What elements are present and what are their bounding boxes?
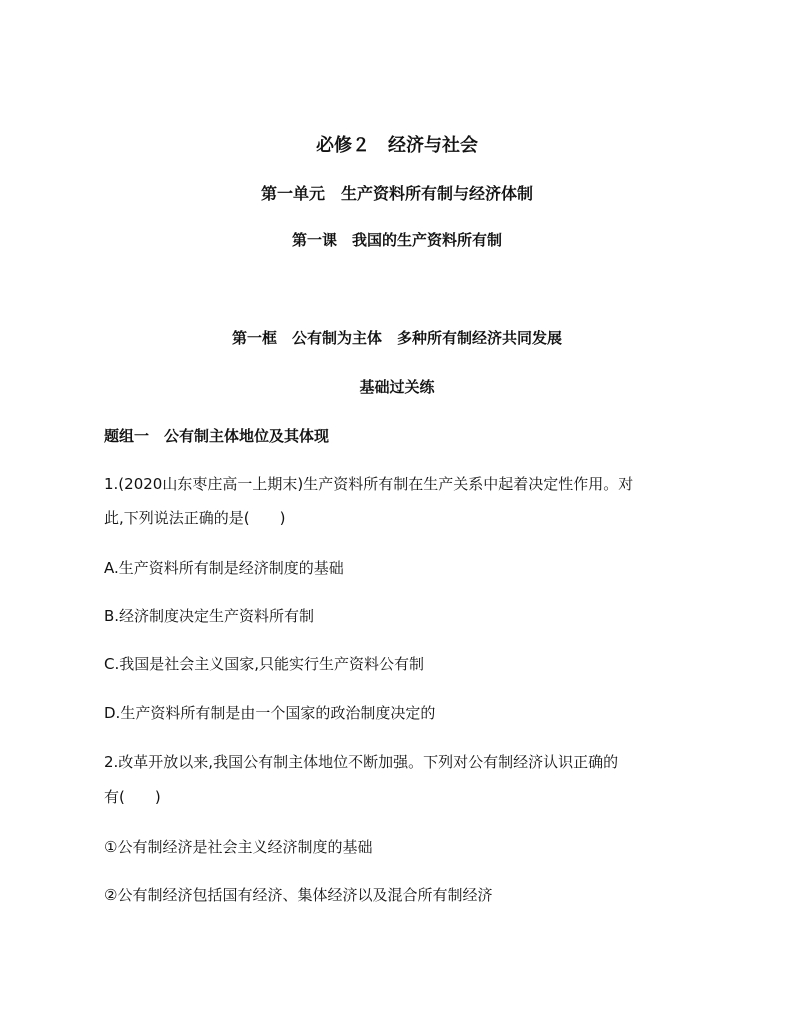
exercise-heading: 基础过关练 — [359, 378, 435, 396]
question-1-option-c: C.我国是社会主义国家,只能实行生产资料公有制 — [104, 655, 425, 673]
question-2-statement-2: ②公有制经济包括国有经济、集体经济以及混合所有制经济 — [104, 886, 493, 904]
question-1-option-d: D.生产资料所有制是由一个国家的政治制度决定的 — [104, 704, 436, 722]
question-1-stem-line-1: 1.(2020山东枣庄高一上期末)生产资料所有制在生产关系中起着决定性作用。对 — [104, 475, 634, 493]
unit-title: 第一单元 生产资料所有制与经济体制 — [260, 184, 533, 203]
lesson-title: 第一课 我国的生产资料所有制 — [291, 231, 502, 249]
question-1-stem-line-2: 此,下列说法正确的是( ) — [104, 509, 286, 527]
question-1-option-a: A.生产资料所有制是经济制度的基础 — [104, 559, 344, 577]
question-2-stem-line-2: 有( ) — [104, 788, 161, 806]
book-title: 必修２ 经济与社会 — [316, 135, 478, 156]
section-title: 第一框 公有制为主体 多种所有制经济共同发展 — [231, 329, 562, 347]
question-2-statement-1: ①公有制经济是社会主义经济制度的基础 — [104, 838, 373, 856]
question-2-stem-line-1: 2.改革开放以来,我国公有制主体地位不断加强。下列对公有制经济认识正确的 — [104, 753, 619, 771]
question-1-option-b: B.经济制度决定生产资料所有制 — [104, 607, 315, 625]
group-heading: 题组一 公有制主体地位及其体现 — [104, 427, 330, 445]
